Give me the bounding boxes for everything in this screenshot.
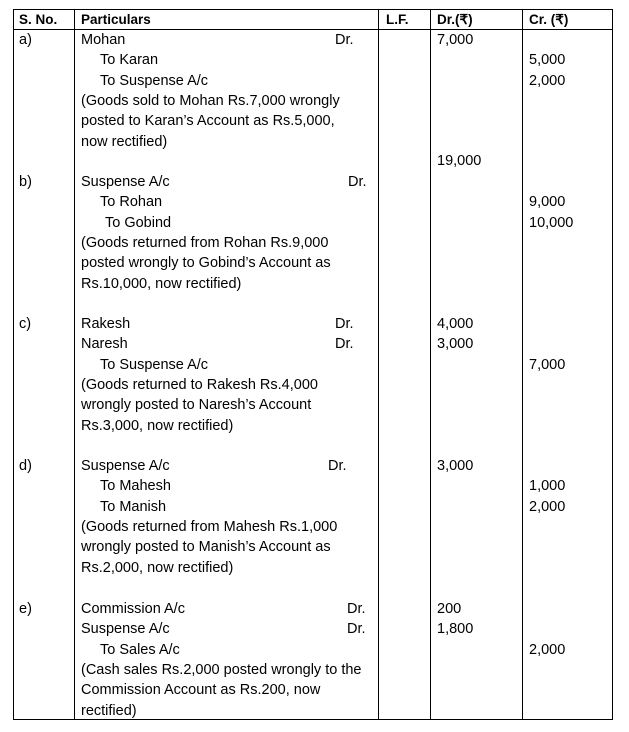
entry-serial-number: e) (19, 601, 32, 617)
particulars-line: Rs.2,000, now rectified) (81, 559, 234, 576)
particulars-line: Rs.3,000, now rectified) (81, 417, 234, 434)
header-cr: Cr. (₹) (529, 12, 569, 27)
debit-marker: Dr. (328, 458, 347, 474)
particulars-line: posted to Karan’s Account as Rs.5,000, (81, 113, 335, 130)
column-divider (74, 10, 75, 719)
header-sno: S. No. (19, 12, 58, 27)
particulars-line: now rectified) (81, 133, 168, 150)
credit-account-line: To Suspense A/c (100, 72, 209, 89)
particulars-line: wrongly posted to Naresh’s Account (81, 397, 312, 414)
journal-table (13, 9, 613, 720)
particulars-line: Suspense A/c (81, 174, 170, 190)
credit-amount: 2,000 (529, 641, 566, 658)
credit-amount: 2,000 (529, 72, 566, 89)
particulars-line: Suspense A/c (81, 458, 170, 474)
credit-account-line: To Gobind (105, 214, 172, 231)
credit-amount: 10,000 (529, 214, 574, 231)
debit-marker: Dr. (347, 601, 366, 617)
particulars-line: (Goods returned from Rohan Rs.9,000 (81, 234, 329, 251)
credit-account-line: To Suspense A/c (100, 356, 209, 373)
particulars-line: Naresh (81, 336, 128, 353)
entry-serial-number: c) (19, 316, 32, 332)
header-particulars: Particulars (81, 12, 151, 27)
debit-amount: 19,000 (437, 153, 482, 169)
debit-amount: 4,000 (437, 316, 474, 332)
particulars-line: posted wrongly to Gobind’s Account as (81, 255, 331, 272)
particulars-line: (Cash sales Rs.2,000 posted wrongly to the (81, 661, 362, 678)
credit-amount: 9,000 (529, 194, 566, 211)
debit-amount: 200 (437, 601, 462, 617)
debit-marker: Dr. (335, 336, 354, 353)
particulars-line: rectified) (81, 702, 137, 719)
particulars-line: Mohan (81, 32, 126, 48)
debit-marker: Dr. (348, 174, 367, 190)
particulars-line: Rakesh (81, 316, 131, 332)
credit-account-line: To Mahesh (100, 478, 171, 495)
credit-amount: 2,000 (529, 498, 566, 515)
particulars-line: Commission Account as Rs.200, now (81, 682, 321, 699)
debit-amount: 3,000 (437, 458, 474, 474)
particulars-line: Commission A/c (81, 601, 185, 617)
debit-amount: 7,000 (437, 32, 474, 48)
header-dr: Dr.(₹) (437, 12, 473, 27)
debit-marker: Dr. (335, 316, 354, 332)
column-divider (430, 10, 431, 719)
particulars-line: (Goods sold to Mohan Rs.7,000 wrongly (81, 92, 340, 109)
particulars-line: (Goods returned to Rakesh Rs.4,000 (81, 376, 318, 393)
credit-amount: 7,000 (529, 356, 566, 373)
particulars-line: (Goods returned from Mahesh Rs.1,000 (81, 518, 338, 535)
credit-account-line: To Karan (100, 52, 159, 69)
entry-serial-number: d) (19, 458, 32, 474)
particulars-line: wrongly posted to Manish’s Account as (81, 539, 331, 556)
column-divider (522, 10, 523, 719)
column-divider (378, 10, 379, 719)
credit-amount: 5,000 (529, 52, 566, 69)
entry-serial-number: a) (19, 32, 32, 48)
particulars-line: Suspense A/c (81, 621, 170, 638)
credit-account-line: To Sales A/c (100, 641, 180, 658)
debit-marker: Dr. (335, 32, 354, 48)
entry-serial-number: b) (19, 174, 32, 190)
header-lf: L.F. (386, 12, 409, 27)
credit-account-line: To Rohan (100, 194, 163, 211)
debit-amount: 1,800 (437, 621, 474, 638)
particulars-line: Rs.10,000, now rectified) (81, 275, 242, 292)
credit-account-line: To Manish (100, 498, 167, 515)
debit-marker: Dr. (347, 621, 366, 638)
credit-amount: 1,000 (529, 478, 566, 495)
debit-amount: 3,000 (437, 336, 474, 353)
